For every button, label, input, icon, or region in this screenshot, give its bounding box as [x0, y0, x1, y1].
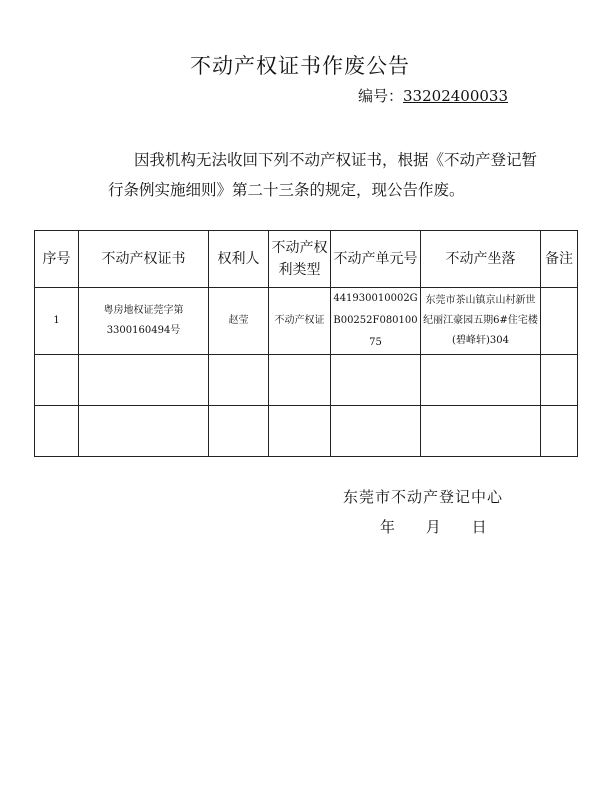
empty-cell — [541, 355, 578, 406]
table-header-row — [35, 231, 578, 288]
header-index: 序号 — [35, 231, 79, 288]
empty-cell — [79, 406, 209, 457]
cell-unit-number: 441930010002GB00252F08010075 — [331, 288, 421, 355]
cell-certificate: 粤房地权证莞字第3300160494号 — [79, 288, 209, 355]
header-right-type: 不动产权利类型 — [269, 231, 331, 288]
empty-cell — [269, 406, 331, 457]
empty-cell — [331, 406, 421, 457]
serial-number — [358, 85, 508, 106]
serial-value: 33202400033 — [403, 87, 508, 105]
year-label: 年 — [380, 518, 396, 536]
day-label: 日 — [471, 518, 487, 536]
cell-remark — [541, 288, 578, 355]
page-title: 不动产权证书作废公告 — [190, 54, 410, 78]
header-unit-number: 不动产单元号 — [331, 231, 421, 288]
empty-cell — [209, 406, 269, 457]
empty-cell — [35, 355, 79, 406]
table-row-empty — [35, 355, 578, 406]
cell-location: 东莞市茶山镇京山村新世纪丽江豪园五期6#住宅楼(碧峰轩)304 — [421, 288, 541, 355]
date-line — [380, 516, 513, 537]
empty-cell — [421, 355, 541, 406]
header-remark: 备注 — [541, 231, 578, 288]
empty-cell — [541, 406, 578, 457]
empty-cell — [209, 355, 269, 406]
month-label: 月 — [425, 518, 441, 536]
header-holder: 权利人 — [209, 231, 269, 288]
serial-label: 编号： — [358, 87, 404, 105]
empty-cell — [331, 355, 421, 406]
issuer-name: 东莞市不动产登记中心 — [343, 488, 504, 506]
empty-cell — [421, 406, 541, 457]
empty-cell — [35, 406, 79, 457]
empty-cell — [79, 355, 209, 406]
announcement-body: 因我机构无法收回下列不动产权证书，根据《不动产登记暂行条例实施细则》第二十三条的规定，现公告作废。 — [108, 151, 538, 199]
table-row — [35, 288, 578, 355]
cell-right-type: 不动产权证 — [269, 288, 331, 355]
header-certificate: 不动产权证书 — [79, 231, 209, 288]
cell-holder: 赵莹 — [209, 288, 269, 355]
header-location: 不动产坐落 — [421, 231, 541, 288]
void-certificates-table — [34, 230, 578, 457]
empty-cell — [269, 355, 331, 406]
cell-index: 1 — [35, 288, 79, 355]
table-row-empty — [35, 406, 578, 457]
